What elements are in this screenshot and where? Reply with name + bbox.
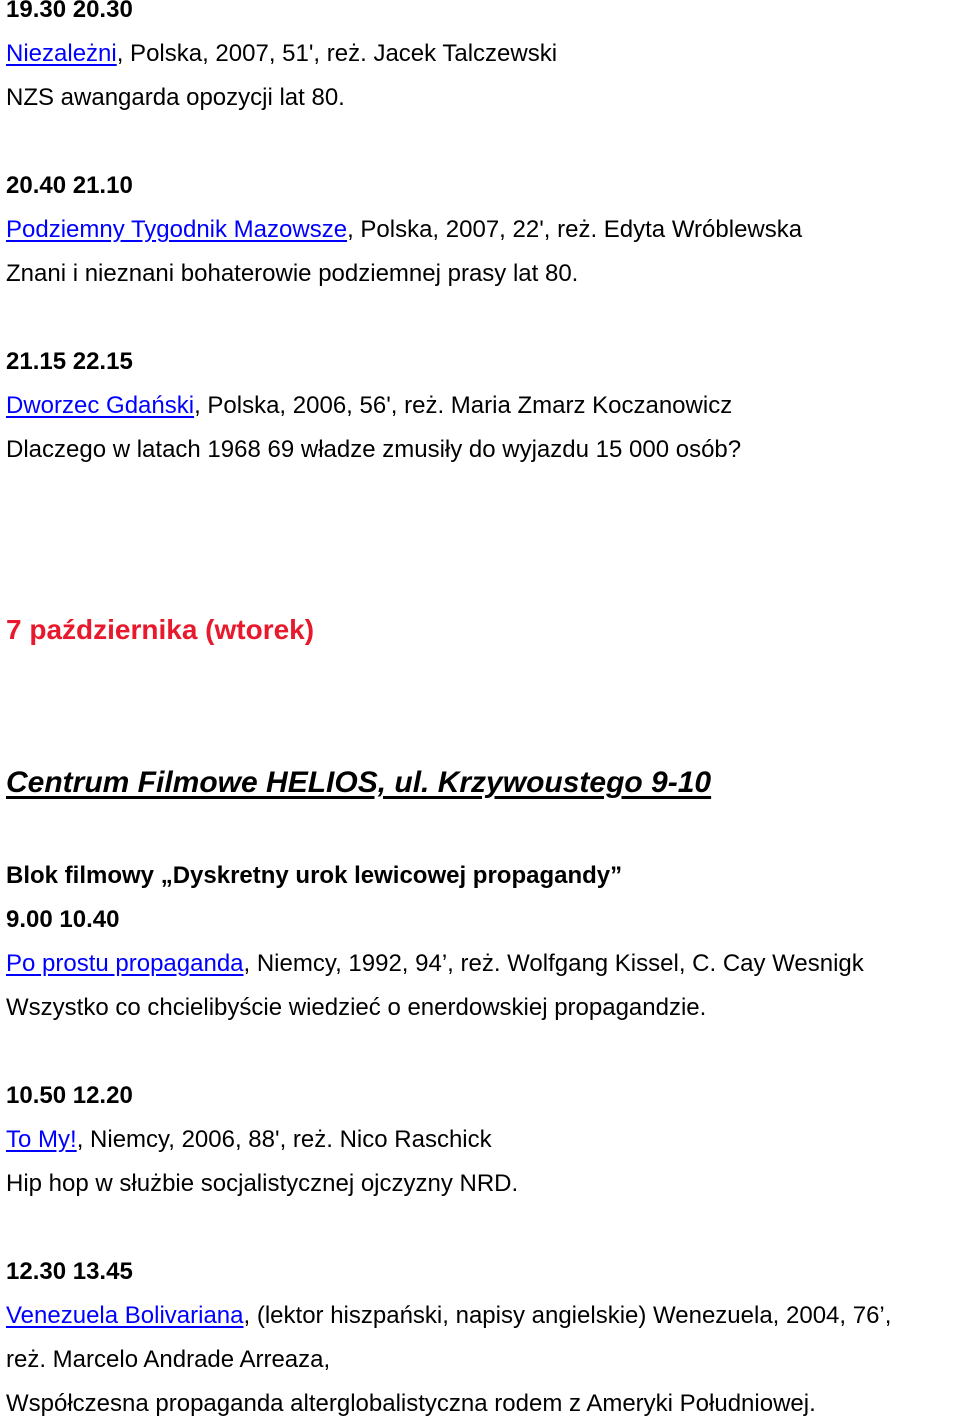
day-heading: 7 października (wtorek)	[6, 614, 315, 645]
film-line	[6, 218, 802, 242]
film-description: Znani i nieznani bohaterowie podziemnej prasy lat 80.	[6, 260, 579, 287]
film-link[interactable]: Niezależni	[6, 40, 117, 67]
time-slot: 20.40 21.10	[6, 172, 133, 199]
block-title: Blok filmowy „Dyskretny urok lewicowej propagandy”	[6, 862, 623, 889]
film-line	[6, 1128, 492, 1152]
film-description: Hip hop w służbie socjalistycznej ojczyzny NRD.	[6, 1170, 519, 1197]
film-link[interactable]: Dworzec Gdański	[6, 392, 195, 419]
time-slot: 9.00 10.40	[6, 906, 120, 933]
time-slot: 12.30 13.45	[6, 1258, 133, 1285]
time-slot: 19.30 20.30	[6, 0, 133, 23]
film-description: NZS awangarda opozycji lat 80.	[6, 84, 345, 111]
film-link[interactable]: Po prostu propaganda	[6, 950, 244, 977]
film-line	[6, 42, 557, 66]
film-info: , (lektor hiszpański, napisy angielskie) Wenezuela, 2004, 76’,	[243, 1302, 892, 1329]
film-description: Dlaczego w latach 1968 69 władze zmusiły do wyjazdu 15 000 osób?	[6, 436, 742, 463]
film-line	[6, 394, 732, 418]
film-info: , Polska, 2007, 51', reż. Jacek Talczewski	[116, 40, 558, 67]
film-info: , Niemcy, 1992, 94’, reż. Wolfgang Kissel, C. Cay Wesnigk	[243, 950, 864, 977]
film-info: , Niemcy, 2006, 88', reż. Nico Raschick	[76, 1126, 492, 1153]
time-slot: 21.15 22.15	[6, 348, 133, 375]
venue-heading: Centrum Filmowe HELIOS, ul. Krzywoustego 9-10	[6, 766, 712, 799]
film-link[interactable]: Venezuela Bolivariana	[6, 1302, 244, 1329]
film-description: Współczesna propaganda alterglobalistyczna rodem z Ameryki Południowej.	[6, 1390, 816, 1417]
film-info: , Polska, 2007, 22', reż. Edyta Wróblewska	[347, 216, 803, 243]
film-description: Wszystko co chcielibyście wiedzieć o enerdowskiej propagandzie.	[6, 994, 707, 1021]
film-info-continued: reż. Marcelo Andrade Arreaza,	[6, 1346, 331, 1373]
film-link[interactable]: To My!	[6, 1126, 77, 1153]
film-info: , Polska, 2006, 56', reż. Maria Zmarz Koczanowicz	[194, 392, 733, 419]
film-link[interactable]: Podziemny Tygodnik Mazowsze	[6, 216, 348, 243]
time-slot: 10.50 12.20	[6, 1082, 133, 1109]
film-line	[6, 952, 864, 976]
film-line	[6, 1304, 891, 1328]
